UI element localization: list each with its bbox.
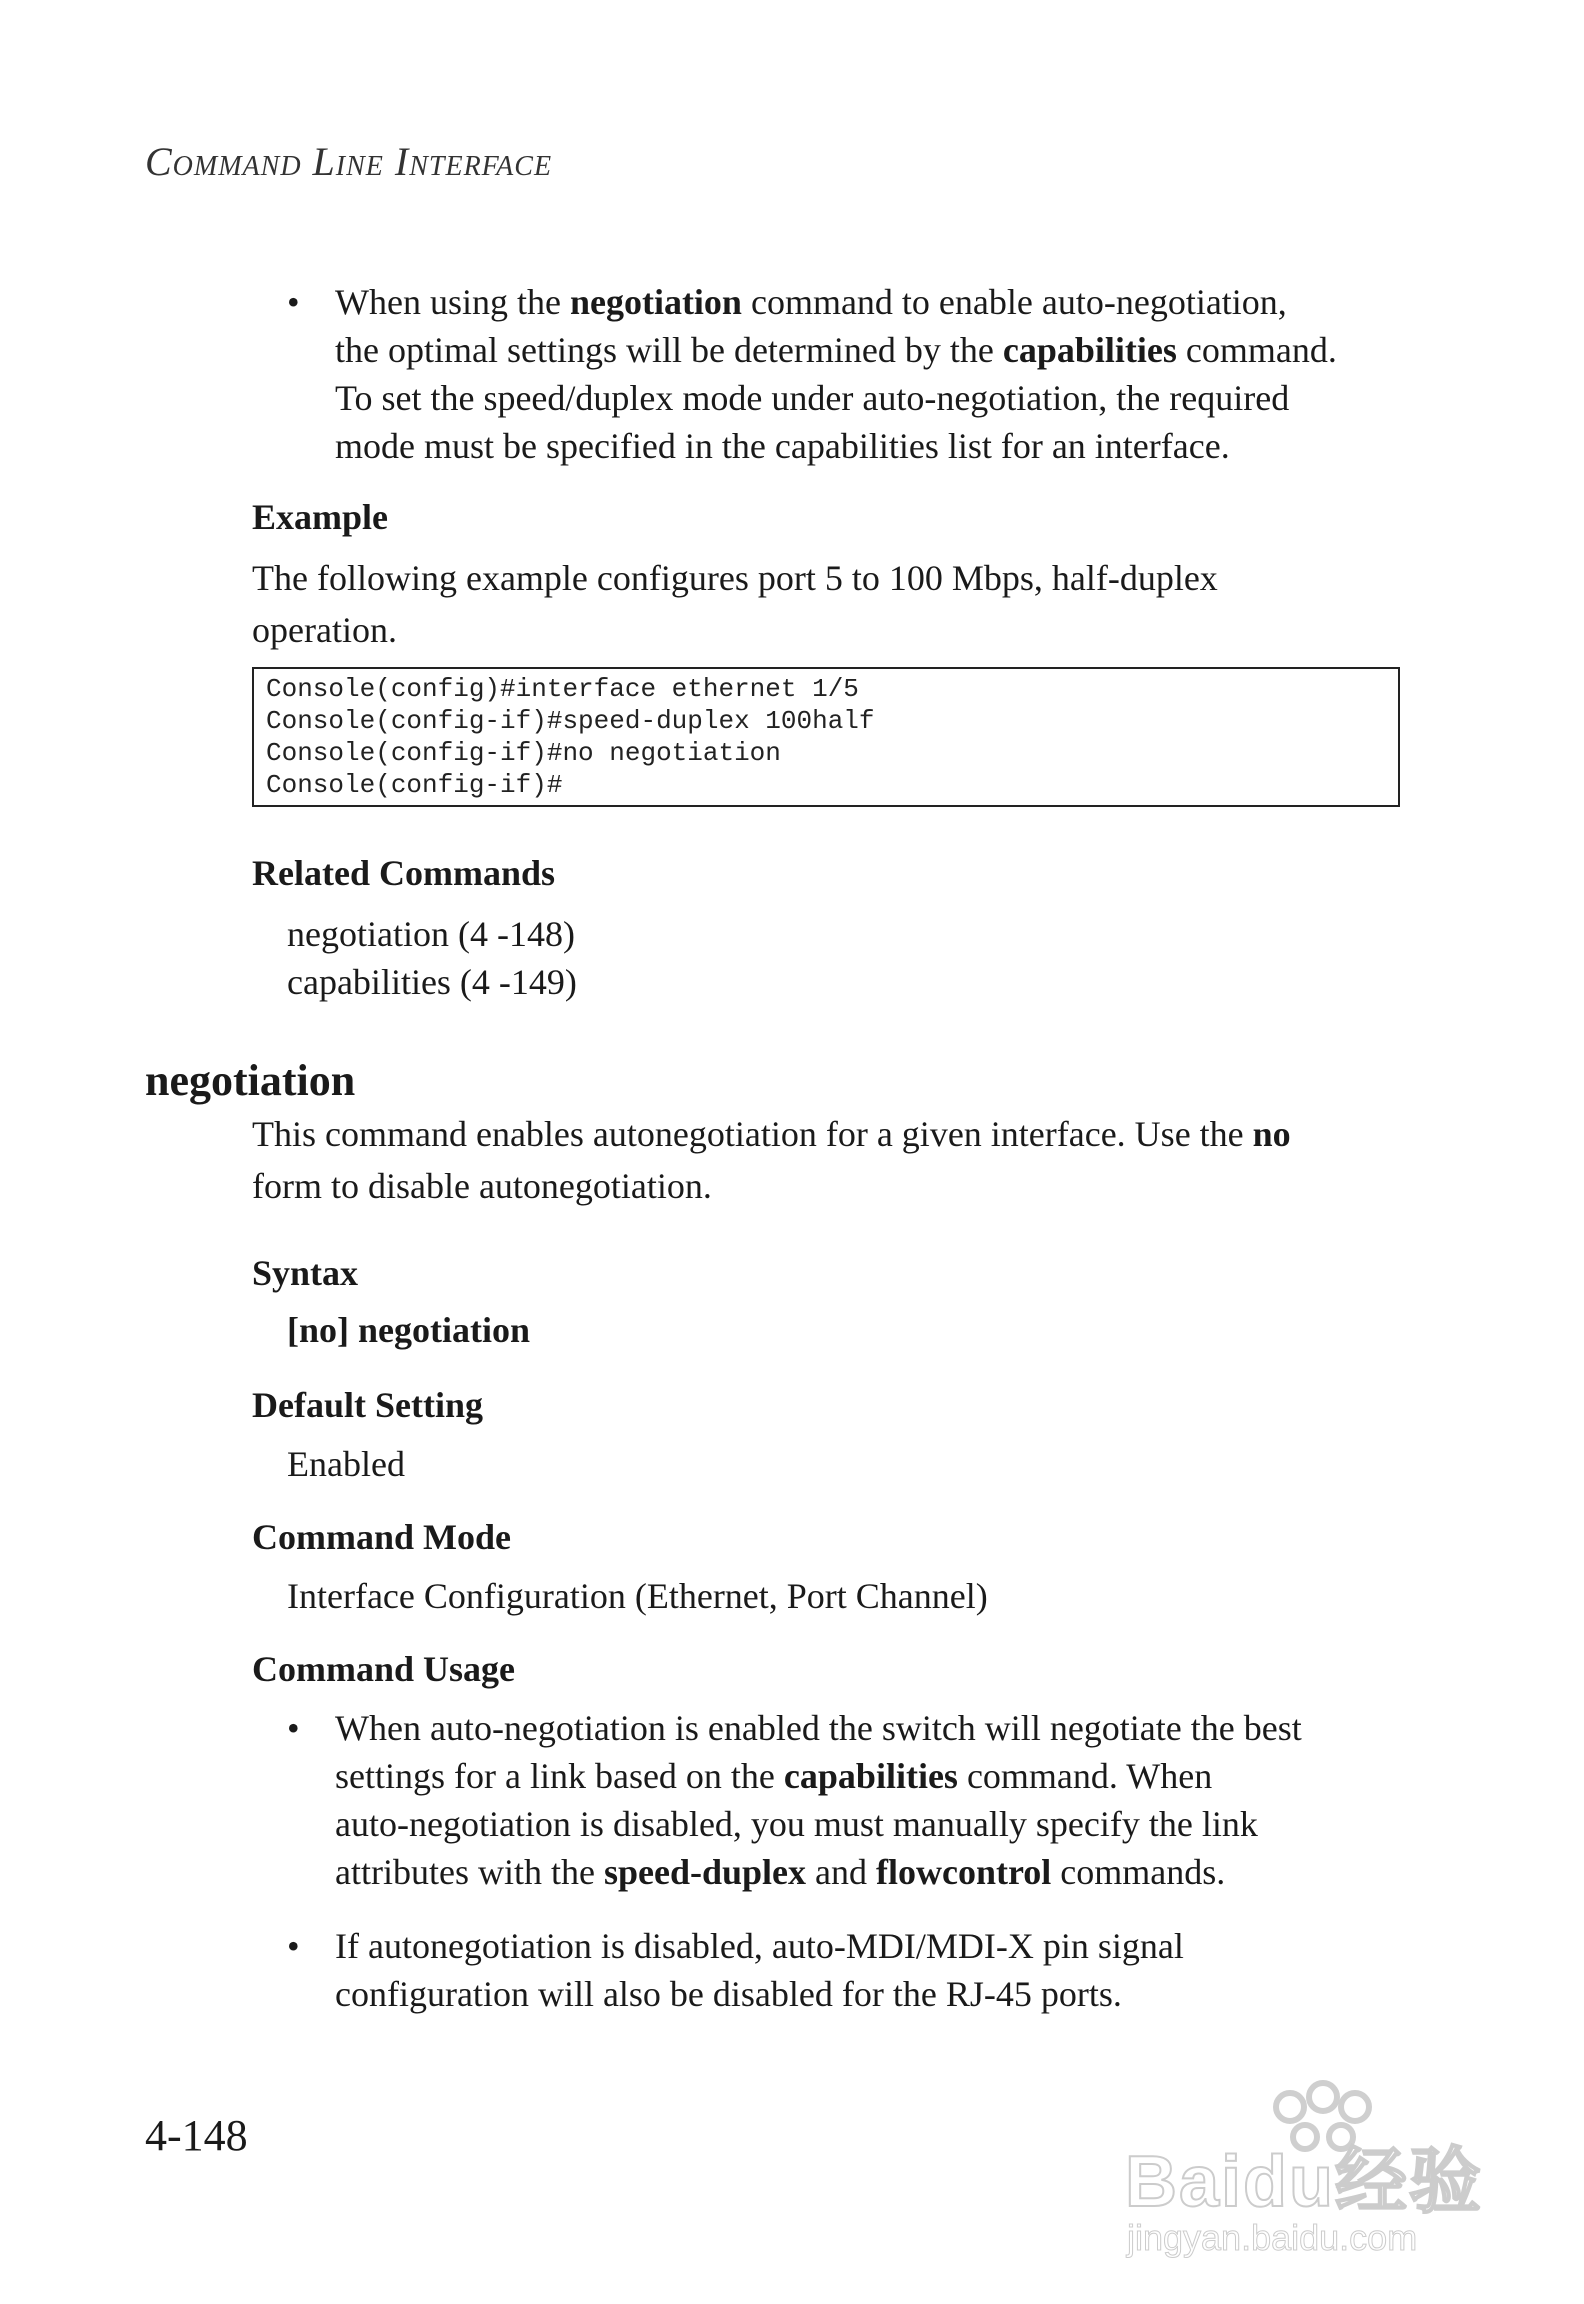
text-run: command. When — [957, 1756, 1213, 1796]
watermark-brand: Baidu经验 — [1125, 2142, 1484, 2222]
intro-bullet-text — [335, 278, 1415, 470]
section-description-line1 — [252, 1110, 1291, 1158]
default-setting-heading: Default Setting — [252, 1385, 483, 1425]
text-run: mode must be specified in the capabilities list for an interface. — [335, 426, 1230, 466]
text-run: the optimal settings will be determined by the — [335, 330, 1003, 370]
code-example-box — [252, 667, 1400, 807]
text-run: If autonegotiation is disabled, auto-MDI/MDI-X pin signal — [335, 1926, 1184, 1966]
related-command-item: negotiation (4 -148) — [287, 914, 575, 954]
command-keyword: negotiation — [569, 282, 742, 322]
bullet-marker: • — [287, 1926, 300, 1966]
text-run: commands. — [1051, 1852, 1226, 1892]
code-line: Console(config-if)#speed-duplex 100half — [266, 706, 875, 736]
bullet-marker: • — [287, 282, 300, 322]
command-keyword: capabilities — [1002, 330, 1177, 370]
command-mode-heading: Command Mode — [252, 1517, 511, 1557]
syntax-heading: Syntax — [252, 1253, 359, 1293]
text-run: command to enable auto-negotiation, — [741, 282, 1287, 322]
text-run: When auto-negotiation is enabled the switch will negotiate the best — [335, 1708, 1302, 1748]
page-number: 4-148 — [145, 2111, 248, 2160]
text-run: When using the — [335, 282, 570, 322]
example-heading: Example — [252, 497, 389, 537]
text-run: settings for a link based on the — [335, 1756, 784, 1796]
syntax-value — [287, 1306, 530, 1354]
running-head: Command Line Interface — [145, 139, 553, 184]
text-run: command. — [1176, 330, 1337, 370]
usage-bullet-text — [335, 1704, 1415, 1896]
text-run: auto-negotiation is disabled, you must manually specify the link — [335, 1804, 1258, 1844]
watermark-url: jingyan.baidu.com — [1127, 2217, 1418, 2258]
section-description-line2: form to disable autonegotiation. — [252, 1166, 712, 1206]
code-line: Console(config-if)# — [266, 770, 563, 800]
text-run: and — [806, 1852, 876, 1892]
text-run: attributes with the — [335, 1852, 604, 1892]
code-line: Console(config)#interface ethernet 1/5 — [266, 674, 859, 704]
command-mode-value: Interface Configuration (Ethernet, Port Channel) — [287, 1576, 988, 1616]
text-run: To set the speed/duplex mode under auto-negotiation, the required — [335, 378, 1290, 418]
example-text-line1: The following example configures port 5 to 100 Mbps, half-duplex — [252, 558, 1218, 598]
related-commands-heading: Related Commands — [252, 853, 555, 893]
desc-text: This command enables autonegotiation for a given interface. Use the — [252, 1114, 1253, 1154]
desc-keyword: no — [1252, 1114, 1291, 1154]
text-run: configuration will also be disabled for the RJ-45 ports. — [335, 1974, 1122, 2014]
baidu-watermark — [1115, 2075, 1515, 2275]
syntax-command: negotiation — [358, 1310, 531, 1350]
code-line: Console(config-if)#no negotiation — [266, 738, 781, 768]
default-setting-value: Enabled — [287, 1444, 405, 1484]
command-usage-heading: Command Usage — [252, 1649, 516, 1689]
command-keyword: speed-duplex — [603, 1852, 806, 1892]
section-title: negotiation — [145, 1056, 356, 1105]
bullet-marker: • — [287, 1708, 300, 1748]
example-text-line2: operation. — [252, 610, 397, 650]
command-keyword: flowcontrol — [875, 1852, 1052, 1892]
command-keyword: capabilities — [783, 1756, 958, 1796]
syntax-no: [no] — [287, 1310, 349, 1350]
related-command-item: capabilities (4 -149) — [287, 962, 577, 1002]
usage-bullet-text — [335, 1922, 1415, 2018]
